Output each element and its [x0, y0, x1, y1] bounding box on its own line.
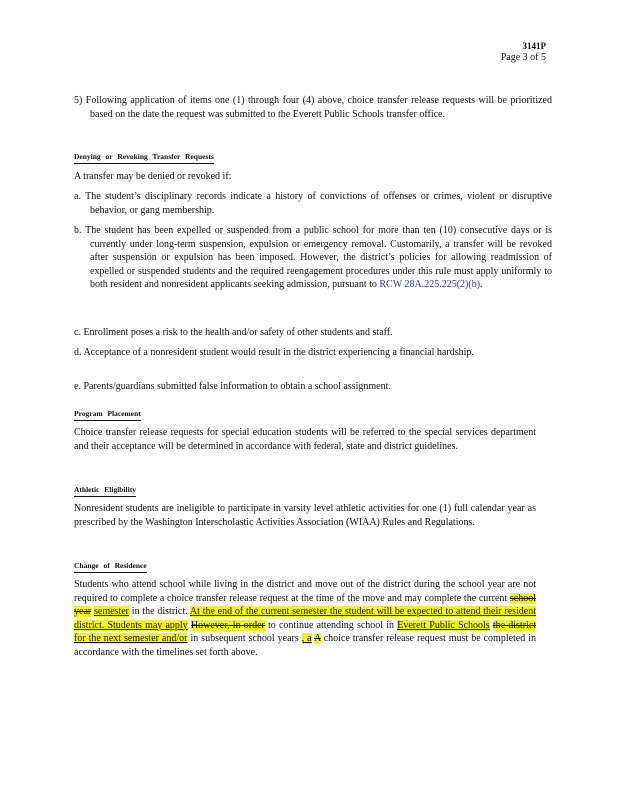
page-number: Page 3 of 5	[500, 52, 546, 63]
heading-denying: Denying or Revoking Transfer Requests	[74, 152, 214, 164]
inserted-text: , a	[301, 633, 312, 644]
denying-item-b-text: b. The student has been expelled or suspended from a public school for more than ten (10) consecutive days or is currently under long-term suspension, expulsion or emergency removal. Customarily, a transfer will be revoked after suspension or expulsion has been imposed. However, the district’s policies for allowing readmission of expelled or suspended students and the required reengagement procedures under this rule must apply uniformly to both resident and nonresident applicants seeking admission, pursuant to	[74, 225, 552, 290]
residence-text-1: Students who attend school while living in the district and move out of the district during the school year are not required to complete a choice transfer release request at the time of the move and may complete the current	[74, 579, 536, 604]
denying-item-e: e. Parents/guardians submitted false information to obtain a school assignment.	[74, 381, 391, 392]
deleted-text: school year	[74, 592, 536, 617]
policy-code: 3141P	[522, 41, 546, 51]
heading-athletic: Athletic Eligibility	[74, 485, 136, 497]
program-text: Choice transfer release requests for special education students will be referred to the special services department and their acceptance will be determined in accordance with federal, state and district guidelines.	[74, 427, 536, 452]
heading-residence: Change of Residence	[74, 561, 147, 573]
denying-item-b	[74, 224, 552, 292]
inserted-text: Everett Public Schools	[397, 619, 490, 631]
deleted-text: A	[314, 633, 321, 644]
denying-item-a: a. The student’s disciplinary records indicate a history of convictions of offenses or crimes, violent or disruptive behavior, or gang membership.	[74, 191, 552, 216]
deleted-text: However, in order	[190, 619, 265, 631]
rcw-link[interactable]: RCW 28A.225.225(2)(b)	[379, 279, 481, 290]
residence-text-2: in the district.	[129, 606, 190, 617]
item-5: 5) Following application of items one (1) through four (4) above, choice transfer release requests will be prioritized based on the date the request was submitted to the Everett Public Schools transfer office.	[74, 95, 552, 120]
inserted-text: At the end of the current semester the student will be expected to attend their resident district. Students may apply	[74, 606, 537, 631]
residence-text-4: in subsequent school years	[187, 633, 302, 644]
denying-intro: A transfer may be denied or revoked if:	[74, 171, 232, 182]
denying-item-c: c. Enrollment poses a risk to the health and/or safety of other students and staff.	[74, 327, 393, 338]
denying-item-b-end: .	[480, 279, 483, 290]
denying-item-d: d. Acceptance of a nonresident student would result in the district experiencing a financial hardship.	[74, 347, 474, 358]
heading-program: Program Placement	[74, 409, 141, 421]
deleted-text: the district	[492, 619, 537, 631]
residence-text-5: choice transfer release request must be completed in accordance with the timelines set forth above.	[74, 633, 536, 658]
inserted-text: for the next semester and/or	[74, 633, 188, 644]
inserted-text: semester	[94, 606, 130, 617]
athletic-text: Nonresident students are ineligible to participate in varsity level athletic activities for one (1) full calendar year as prescribed by the Washington Interscholastic Activities Association (WIAA) Rules and Regulations.	[74, 503, 536, 528]
residence-text-3: to continue attending school in	[264, 619, 398, 631]
residence-text	[74, 578, 536, 659]
